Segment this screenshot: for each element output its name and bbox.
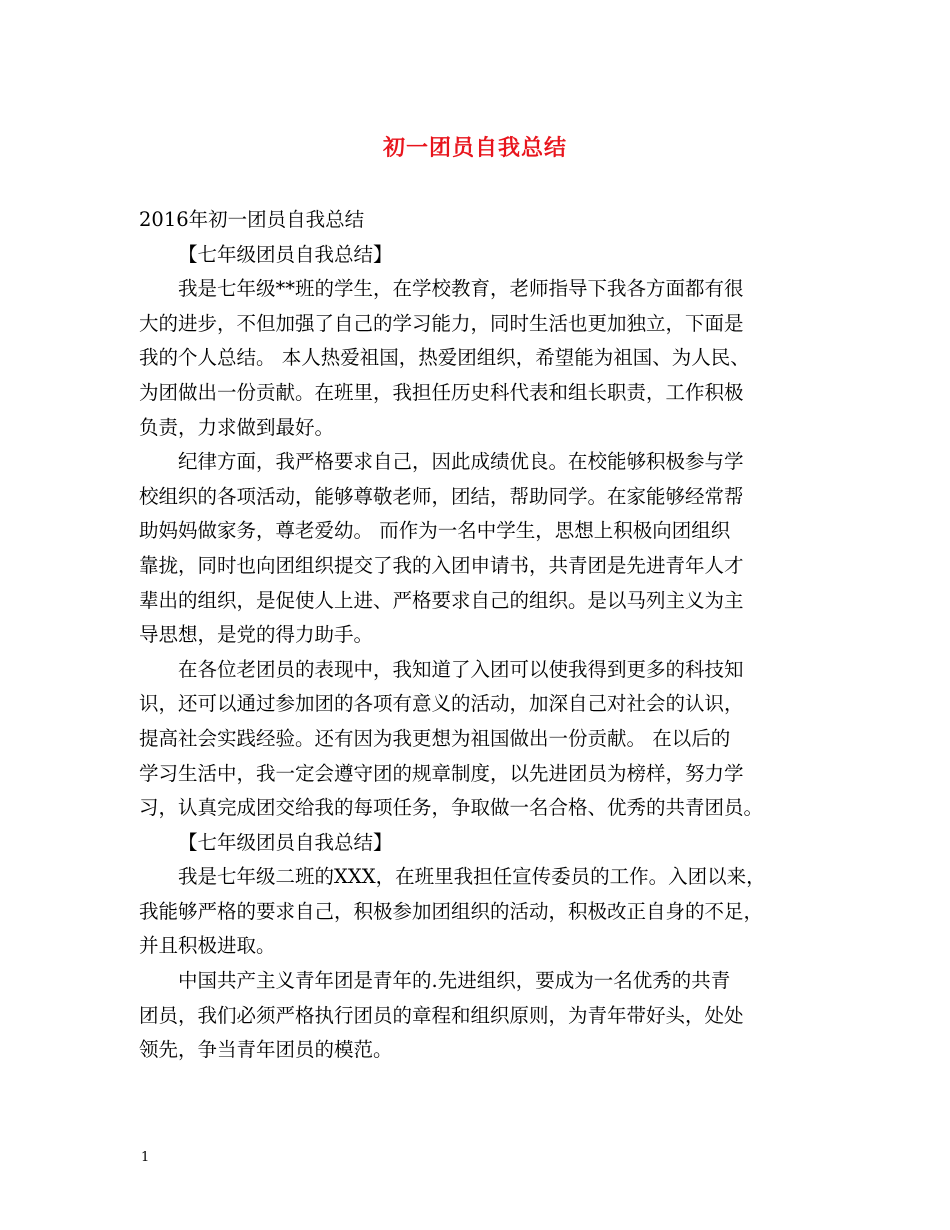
text-line: 辈出的组织，是促使人上进、严格要求自己的组织。是以马列主义为主 (139, 588, 744, 612)
text-line: 领先，争当青年团员的模范。 (139, 1038, 393, 1062)
paragraph-2 (139, 445, 819, 653)
text-line: 校组织的各项活动，能够尊敬老师，团结，帮助同学。在家能够经常帮 (139, 484, 744, 508)
text-line: 我能够严格的要求自己，积极参加团组织的活动，积极改正自身的不足， (139, 899, 764, 923)
text-line: 导思想，是党的得力助手。 (139, 623, 374, 647)
text-line: 大的进步，不但加强了自己的学习能力，同时生活也更加独立，下面是 (139, 311, 744, 335)
text-line: 我是七年级**班的学生，在学校教育，老师指导下我各方面都有很 (178, 277, 744, 301)
text-line: 靠拢，同时也向团组织提交了我的入团申请书，共青团是先进青年人才 (139, 553, 744, 577)
text-line: 负责，力求做到最好。 (139, 415, 335, 439)
text-line: 纪律方面，我严格要求自己，因此成绩优良。在校能够积极参与学 (178, 450, 744, 474)
text-line: 在各位老团员的表现中，我知道了入团可以使我得到更多的科技知 (178, 657, 744, 681)
text-line: 为团做出一份贡献。在班里，我担任历史科代表和组长职责，工作积极 (139, 380, 744, 404)
text-line: 学习生活中，我一定会遵守团的规章制度，以先进团员为榜样，努力学 (139, 761, 744, 785)
paragraph-1 (139, 272, 819, 445)
text-line: 识，还可以通过参加团的各项有意义的活动，加深自己对社会的认识， (139, 692, 744, 716)
section-heading-1: 【七年级团员自我总结】 (178, 242, 393, 266)
paragraph-4 (139, 860, 819, 964)
paragraph-5 (139, 964, 819, 1068)
text-line: 我的个人总结。 本人热爱祖国，热爱团组织，希望能为祖国、为人民、 (139, 346, 750, 370)
text-line: 中国共产主义青年团是青年的.先进组织，要成为一名优秀的共青 (178, 969, 731, 993)
document-body (139, 203, 819, 1068)
text-line: 团员，我们必须严格执行团员的章程和组织原则，为青年带好头，处处 (139, 1003, 744, 1027)
text-line: 我是七年级二班的XXX，在班里我担任宣传委员的工作。入团以来， (178, 865, 766, 889)
text-line: 助妈妈做家务，尊老爱幼。 而作为一名中学生，思想上积极向团组织 (139, 519, 731, 543)
text-line: 提高社会实践经验。还有因为我更想为祖国做出一份贡献。 在以后的 (139, 726, 731, 750)
section-heading-2: 【七年级团员自我总结】 (178, 830, 393, 854)
text-line: 习，认真完成团交给我的每项任务，争取做一名合格、优秀的共青团员。 (139, 796, 764, 820)
text-line: 并且积极进取。 (139, 934, 276, 958)
paragraph-3 (139, 653, 819, 826)
document-subtitle: 2016年初一团员自我总结 (139, 208, 365, 231)
page-number: 1 (141, 1150, 150, 1165)
document-title: 初一团员自我总结 (382, 135, 567, 161)
